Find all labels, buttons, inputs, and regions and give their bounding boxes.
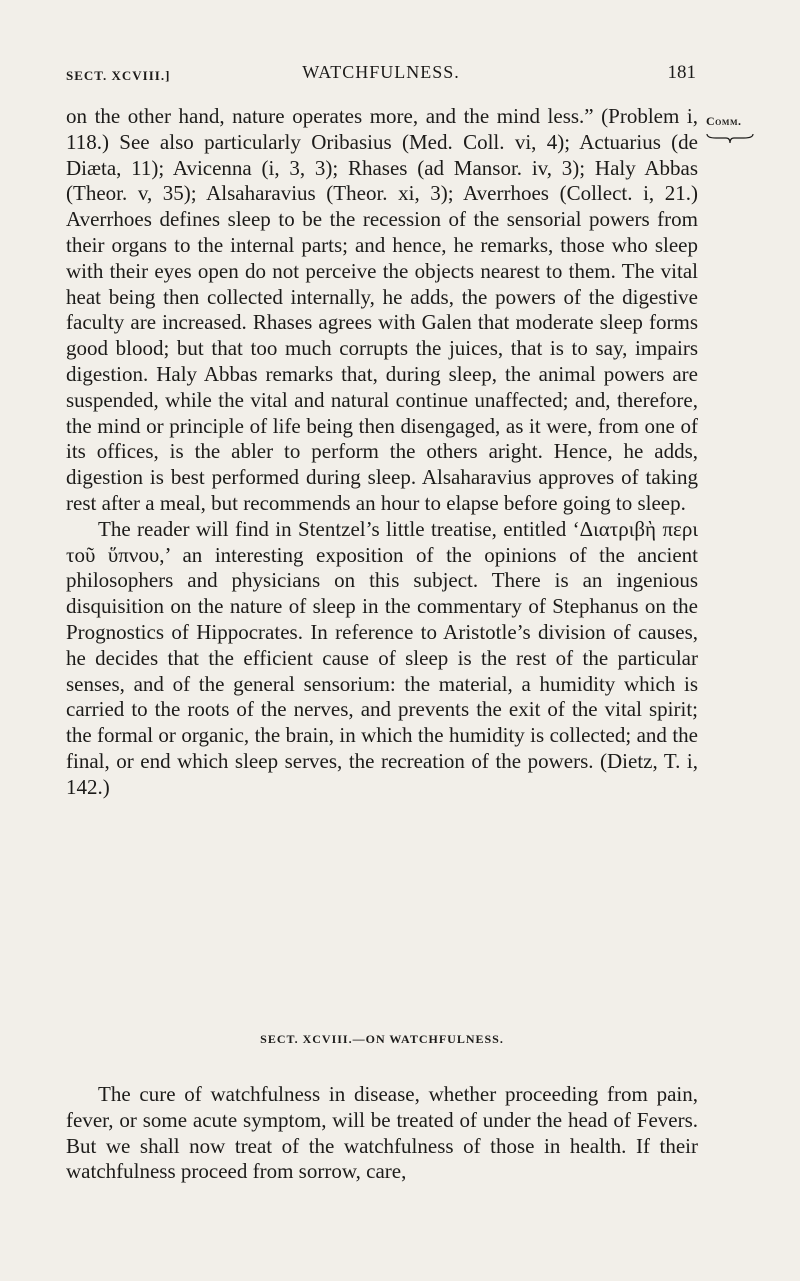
main-text	[66, 104, 698, 801]
closing-text	[66, 1082, 698, 1185]
header-section: SECT. XCVIII.]	[66, 68, 171, 83]
running-header	[66, 62, 696, 88]
paragraph-1: on the other hand, nature operates more, and the mind less.” (Problem i, 118.) See also particularly Oribasius (Med. Coll. vi, 4); Actuarius (de Diæta, 11); Avicenna (i, 3, 3); Rhases (ad Mansor. iv, 3); Haly Abbas (Theor. v, 35); Alsaharavius (Theor. xi, 3); Averrhoes (Collect. i, 21.) Averrhoes defines sleep to be the recession of the sensorial powers from their organs to the internal parts; and hence, he remarks, those who sleep with their eyes open do not perceive the objects nearest to them. The vital heat being then collected internally, he adds, the powers of the digestive faculty are increased. Rhases agrees with Galen that moderate sleep forms good blood; but that too much corrupts the juices, that is to say, impairs digestion. Haly Abbas remarks that, during sleep, the animal powers are suspended, while the vital and natural continue unaffected; and, therefore, the mind or principle of life being then disengaged, as it were, from one of its offices, is the abler to perform the others aright. Hence, he adds, digestion is best performed during sleep. Alsaharavius approves of taking rest after a meal, but recommends an hour to elapse before going to sleep.	[66, 104, 698, 515]
header-title: WATCHFULNESS.	[302, 62, 460, 82]
brace-icon	[706, 132, 754, 144]
page-number: 181	[667, 62, 696, 83]
margin-note: Comm.	[706, 114, 742, 128]
paragraph-2: The reader will find in Stentzel’s little treatise, entitled ‘Διατριβὴ περι τοῦ ὕπνου,’ an interesting exposition of the opinions of the ancient philosophers and physicians on this subject. There is an ingenious disquisition on the nature of sleep in the commentary of Stephanus on the Prognostics of Hippocrates. In reference to Aristotle’s division of causes, he decides that the efficient cause of sleep is the rest of the particular senses, and of the general sensorium: the material, a humidity which is carried to the roots of the nerves, and prevents the exit of the vital spirit; the formal or organic, the brain, in which the humidity is collected; and the final, or end which sleep serves, the recreation of the powers. (Dietz, T. i, 142.)	[66, 516, 698, 799]
section-heading: SECT. XCVIII.—ON WATCHFULNESS.	[260, 1032, 504, 1046]
paragraph-3: The cure of watchfulness in disease, whether proceeding from pain, fever, or some acute symptom, will be treated of under the head of Fevers. But we shall now treat of the watchfulness of those in health. If their watchfulness proceed from sorrow, care,	[66, 1082, 698, 1184]
